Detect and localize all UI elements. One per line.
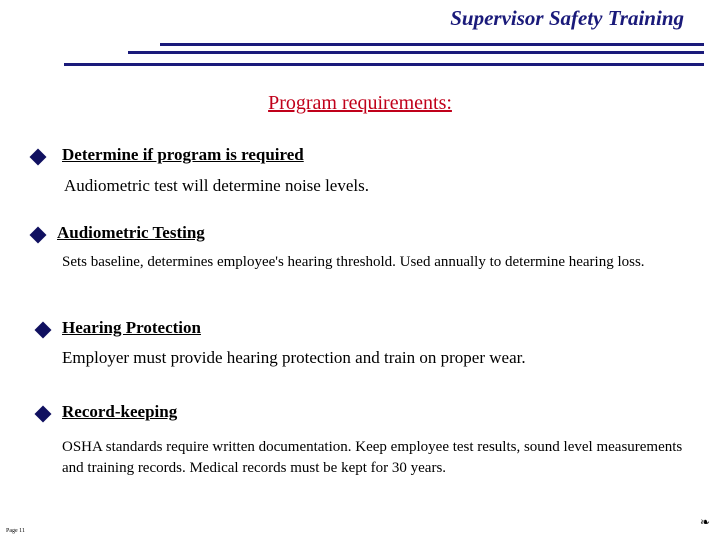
item-heading-hearing-protection: Hearing Protection <box>62 318 201 337</box>
header-rule-top <box>160 43 704 46</box>
header-rule-middle <box>128 51 704 54</box>
item-heading-audiometric-testing: Audiometric Testing <box>57 223 205 242</box>
page-number: Page 11 <box>6 528 25 534</box>
item-heading-record-keeping: Record-keeping <box>62 402 178 421</box>
corner-mark-icon: ❧ <box>699 515 710 529</box>
item-text-record-keeping: OSHA standards require written documentation. Keep employee test results, sound level measurements and training records. Medical records must be kept for 30 years. <box>62 439 683 476</box>
diamond-bullet-icon <box>30 149 47 166</box>
diamond-bullet-icon <box>35 406 52 423</box>
slide-header-title: Supervisor Safety Training <box>450 6 684 30</box>
item-text-audiometric-testing: Sets baseline, determines employee's hearing threshold. Used annually to determine hearing loss. <box>62 254 645 270</box>
item-heading-determine-program: Determine if program is required <box>62 145 304 164</box>
diamond-bullet-icon <box>30 227 47 244</box>
item-text-hearing-protection: Employer must provide hearing protection and train on proper wear. <box>62 348 526 367</box>
item-text-determine-program: Audiometric test will determine noise levels. <box>64 176 369 195</box>
section-title: Program requirements: <box>268 92 452 114</box>
diamond-bullet-icon <box>35 322 52 339</box>
header-rule-bottom <box>64 63 704 66</box>
